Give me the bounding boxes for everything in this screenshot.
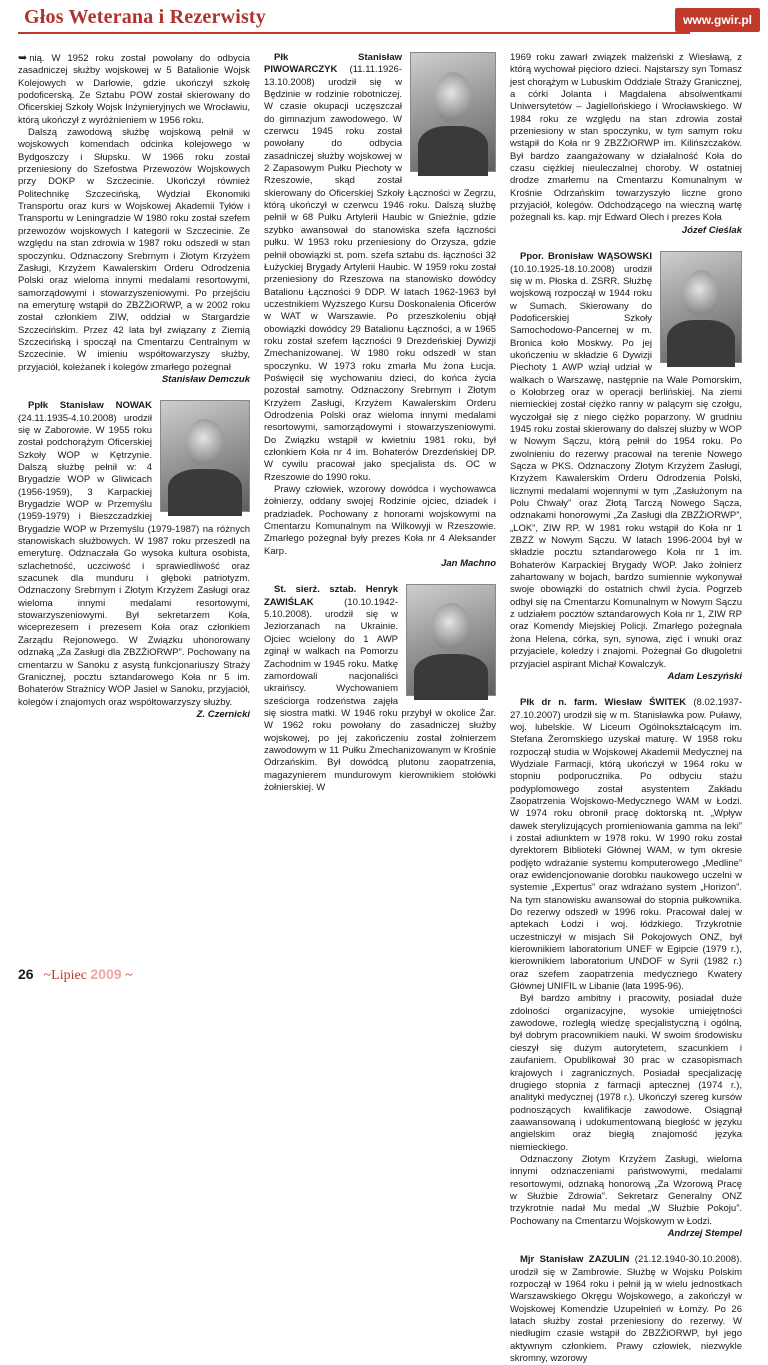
portrait-photo [406,584,496,696]
obituary-paragraph: Odznaczony Złotym Krzyżem Zasługi, wieloma innymi odznaczeniami państwowymi, medalami resortowymi, odznaką honorową „Za Wzorową Pracę w Służbie Zdrowia”. Sekretarz Generalny ONZ trzykrotnie nadał Mu medal „W Służbie Pokoju”. Pochowany na Cmentarzu Wojskowym w Łodzi. [510,1153,742,1227]
obituary-paragraph: 1969 roku zawarł związek małżeński z Wiesławą, z którą wychował pięcioro dzieci. Najstarszy syn Tomasz jest chorążym w Lubuskim Oddziale Straży Granicznej, a córki Jolanta i Magdalena absolwentkami Uniwersytetów – Jagiellońskiego i Wrocławskiego. W 1984 roku ze względu na stan zdrowia został przeniesiony w stan spoczynku, w tym samym roku wstąpił do Koła nr 9 ZBZŻiORWP im. Kilińszczaków. Był bardzo zaangażowany w działalność Koła do czasu ciężkiej nieuleczalnej choroby. W ostatniej drodze zmarłemu na Cmentarzu Komunalnym w Krośnie Odrzańskim towarzyszyło liczne grono przyjaciół, kolegów. Odchodzącego na wieczną wartę pożegnali ks. kap. mjr Edward Olech i prezes Koła [510,52,742,224]
deceased-name: Płk dr n. farm. Wiesław ŚWITEK [520,697,687,709]
obituary-paragraph: Prawy człowiek, wzorowy dowódca i wychowawca żołnierzy, oddany swojej Rodzinie ojciec, dziadek i pradziadek. Pochowany z honorami wojskowymi na Cmentarzu Komunalnym na Wilkowyji w Rzeszowie. Zmarłego pożegnał były prezes Koła nr 4 Aleksander Karp. [264,484,496,557]
signature: Andrzej Stempel [667,1227,742,1239]
website-badge[interactable]: www.gwir.pl [675,8,760,32]
column-3 [510,52,742,1365]
signature: Stanisław Demczuk [161,373,250,385]
page-number: 26 [18,966,34,982]
obituary-paragraph: Był bardzo ambitny i pracowity, posiadał duże zdolności organizacyjne, wysokie umiejętności zawodowe, rozległą wiedzę specjalistyczną i ogólną, był dobrym pracownikiem nauki. W swoim środowisku cieszył się dużym autorytetem, szacunkiem i zaufaniem. Opublikował 30 prac w czasopismach krajowych i zagranicznych. Posiadał specjalizację drugiego stopnia z farmacji aptecznej (1974 r.), analityki medycznej (1978 r.). Ukończył szereg kursów podnoszących kwalifikacje zawodowe. Osiągnął zaawansowaną i udokumentowaną biegłość w języku angielskim oraz biegłą znajomość języka niemieckiego. [510,993,742,1153]
portrait-photo [160,400,250,512]
obituary-paragraph: (8.02.1937-27.10.2007) urodził się w m. Stanisławka pow. Puławy, woj. lubelskie. W Liceum Ogólnokształcącym im. Stefana Żeromskiego uzyskał maturę. W 1958 roku rozpoczął studia w Wojskowej Akademii Medycznej na Wydziale Farmacji, którą ukończył w 1964 roku w stopniu podporucznika. Po odbyciu stażu podyplomowego został asystentem Zakładu Zaopatrzenia Wojskowo-Medycznego WAM w Łodzi. W 1974 roku obronił pracę doktorską nt. „Wpływ dawek sterylizujących promieniowania gamma na leki” i został adiunktem w 1978 roku. W 1990 roku został dyrektorem Biblioteki Głównej WAM, w tym okresie podjęto wdrażanie systemu komputerowego „Medline” oraz ewidencjonowanie dorobku naukowego uczelni w systemie „Expertus” oraz wdrażano system „Horizon”. Na tym stanowisku awansował do stopnia pułkownika. Do rezerwy odszedł w 1996 roku. Pracował dalej w aptekach Łodzi i woj. łódzkiego. Trzykrotnie uczestniczył w misjach Sił Pokojowych ONZ, był kierownikiem laboratorium UNEF w Egipcie (1979 r.), kierownikiem laboratorium UNDOF w Syrii (1982 r.) oraz szefem zaopatrzenia medycznego Kwatery Głównej UNIFIL w Libanie (lata 1995-96). [510,697,742,993]
obituary-paragraph: (10.10.1925-18.10.2008) urodził się w m. Płoska d. ZSRR. Służbę wojskową rozpoczął w 1944 roku w Sumach. Skierowany do Podoficerskiej Szkoły Samochodowo-Pancernej w m. Bronica koło Moskwy. Po jej ukończeniu w składzie 6 Dywizji Piechoty 1 AWP wziął udział w walkach o Warszawę, następnie na Wale Pomorskim, o Kołobrzeg oraz w operacji berlińskiej. Na ziemi niemieckiej został ciężko ranny w palącym się czołgu, wyczołgał się z niego ciężko poparzony. W grudniu 1945 roku został skierowany do dalszej służby w WOP w Nowym Sączu, którą pełnił do 1954 roku. Po zwolnieniu do rezerwy pracował na terenie Nowego Sącza w PKS. Odznaczony Złotym Krzyżem Zasługi, Krzyżem Kawalerskim Orderu Odrodzenia Polski, licznymi medalami wojennymi w tym „Zasłużonym na Polu Chwały” oraz Złotą Tarczą Nowego Sącza, odznakami honorowymi „Za Zasługi dla ZBZŻiORWP”, „LOK”, ZIW RP. W 1981 roku wstąpił do Koła nr 1 ZBZŻ w Nowym Sączu. W latach 1996-2004 był w składzie pocztu sztandarowego Koła nr 1 im. Bohaterów Karpackiej Brygady WOP. Jako żołnierz zahartowany w bojach, bardzo sumiennie wykonywał swoje obowiązki do ostatnich chwil życia. Pogrzeb odbył się na Cmentarzu Komunalnym w Nowym Sączu z udziałem pocztów sztandarowych Koła nr 1, ZIW RP oraz Komendy Miejskiej Policji. Zmarłego pożegnała żona Helena, córka, syn, synowa, zięć i wnuki oraz przyjaciele, koledzy i znajomi. Pożegnał Go długoletni przyjaciel aspirant Michał Kowalczyk. [510,263,742,670]
portrait-photo [660,251,742,363]
obituary-paragraph: (24.11.1935-4.10.2008) urodził się w Zaborowie. W 1955 roku został podchorążym Oficerskiej Szkoły WOP w Kętrzynie. Dalszą służbę pełnił w: 4 Brygadzie WOP w Gliwicach (1956-1959), 3 Karpackiej Brygadzie WOP w Przemyślu (1959-1979) i Bieszczadzkiej Brygadzie WOP w Przemyślu (1979-1987) na różnych stanowiskach służbowych. W 1987 roku przeszedł na emeryturę. Odznaczała Go wysoka kultura osobista, szlachetność, uczciwość i sprawiedliwość oraz szacunek dla munduru i głęboki patriotyzm. Odznaczony Srebrnym i Złotym Krzyżem Zasługi oraz wieloma innymi medalami resortowymi, stowarzyszeniowymi. Był sekretarzem Koła, wiceprezesem i prezesem Koła oraz członkiem Zarządu Rejonowego. W Związku uhonorowany odznaką „Za Zasługi dla ZBZŻiORWP”. Pochowany na cmentarzu w Sanoku z asystą funkcjonariuszy Straży Granicznej, pocztu sztandarowego Koła nr 5 im. Bohaterów Strażnicy WOP Jasiel w Sanoku, przyjaciół, kolegów i znajomych oraz współtowarzyszy służby. [18,412,250,708]
issue-year: 2009 [90,966,122,982]
page-footer [18,966,133,984]
deceased-name: Mjr Stanisław ZAZULIN [520,1254,630,1266]
deceased-name: Ppłk Stanisław NOWAK [28,400,152,412]
signature: Adam Leszyński [667,670,742,682]
column-2 [264,52,496,956]
issue-month: ~Lipiec [43,968,91,983]
signature: Jan Machno [441,558,496,570]
obituary-paragraph: (21.12.1940-30.10.2008). urodził się w Zambrowie. Służbę w Wojsku Polskim rozpoczął w 1964 roku i pełnił ją w wielu jednostkach Warszawskiego Okręgu Wojskowego, a zakończył w Wojskowej Komendzie Uzupełnień w Łomży. Po 26 latach służby został przeniesiony do rezerwy. W niedługim czasie wstąpił do ZBZŻiORWP, był jego aktywnym członkiem. Prawy człowiek, niezwykle skromny, wzorowy [510,1254,742,1365]
magazine-title: Głos Weterana i Rezerwisty [24,6,266,28]
continuation-arrow-icon: ➥ [18,52,28,64]
column-1 [18,52,250,956]
portrait-photo [410,52,496,172]
header-rule [18,32,690,34]
obituary-paragraph: (11.11.1926-13.10.2008) urodził się w Będzinie w rodzinie robotniczej. W czasie okupacji uczęszczał do gimnazjum zawodowego. W czerwcu 1945 roku został powołany do odbycia zasadniczej służby wojskowej w 2 Zapasowym Pułku Piechoty w Rzeszowie, skąd został skierowany do Oficerskiej Szkoły Łączności w Zegrzu, którą ukończył w czerwcu 1946 roku. Dalszą służbę pełnił w 68 Pułku Artylerii Haubic w Gnieźnie, gdzie szybko awansował do stanowiska szefa łączności pułku. W 1953 roku przeniesiony do Orzysza, gdzie pełnił obowiązki st. pom. szefa sztabu ds. łączności 32 Łużyckiej Brygady Artylerii Haubic. W 1959 roku został przeniesiony do Rzeszowa na stanowisko dowódcy Batalionu Łączności 9 DDP. W latach 1962-1963 był uczestnikiem Wyższego Kursu Doskonalenia Oficerów w WAT w Warszawie. Po przeszkoleniu objął obowiązki dowódcy 29 Batalionu Łączności, a w 1965 roku został szefem łączności 9 Drezdeńskiej Dywizji Zmechanizowanej. W 1980 roku odszedł w stan spoczynku. W 1973 roku zmarła Mu żona Łucja. Poświęcił się wychowaniu dzieci, do końca życia pozostał samotny. Odznaczony Srebrnym i Złotym Krzyżem Zasługi, Krzyżem Kawalerskim Orderu Odrodzenia Polski oraz wieloma innymi medalami resortowymi, samorządowymi i stowarzyszeniowymi. Do Związku wstąpił w kwietniu 1981 roku, był członkiem Koła nr 4 im. Bohaterów Drezdeńskiej DP. W cywilu pracował jako specjalista ds. OC w Rzeszowie do 1990 roku. [264,64,496,483]
deceased-name: Ppor. Bronisław WĄSOWSKI [520,251,652,263]
deceased-name: St. sierż. sztab. Henryk ZAWIŚLAK [264,584,398,608]
obituary-continuation: ➥ nią. W 1952 roku został powołany do odbycia zasadniczej służby wojskowej w 5 Batalionie Wojsk Kolejowych w Darłowie, gdzie ukończył szkołę podoficerską. Ze Sztabu POW został skierowany do Oficerskiej Szkoły Wojsk Inżynieryjnych we Wrocławiu, którą ukończył z wyróżnieniem w 1956 roku. [18,52,250,126]
deceased-name: Płk Stanisław PIWOWARCZYK [264,52,402,76]
signature: Z. Czernicki [196,708,250,720]
obituary-paragraph: (10.10.1942-5.10.2008). urodził się w Jeziorzanach na Ukrainie. Ojciec wcielony do 1 AWP zginął w walkach na Pomorzu Zachodnim w 1945 roku. Matkę zamordowali nacjonaliści ukraińscy. Wychowaniem sześciorga rodzeństwa zajęła się siostra matki. W 1946 roku przybył w okolice Żar. W 1962 roku powołany do zasadniczej służby wojskowej, po jej zakończeniu został żołnierzem zawodowym w 11 Pułku Zmechanizowanym w Krośnie Odrzańskim. Był dowódcą plutonu zaopatrzenia, magazynierem mundurowym kierownikiem stołówki żołnierskiej. W [264,596,496,793]
issue-suffix: ~ [121,968,133,983]
page-header [0,0,768,38]
signature: Józef Cieślak [681,224,742,236]
obituary-paragraph: Dalszą zawodową służbę wojskową pełnił w wojskowych komendach odcinka kolejowego w Bydgoszczy i Słupsku. W 1966 roku został przeniesiony do Szefostwa Przewozów Wojskowych przy DOKP w Szczecinie. Ukończył również Politechnikę Szczecińską, Wydział Ekonomiki Transportu oraz kurs w Wojskowej Akademii Tyłów i Transportu w Leningradzie W 1980 roku został szefem przewozów wojskowych I kategorii w Szczecinie. Ze względu na stan zdrowia w 1987 roku odszedł w stan spoczynku. Odznaczony Srebrnym i Złotym Krzyżem Zasługi, Krzyżem Kawalerskim Orderu Odrodzenia Polski oraz wieloma innymi medalami resortowymi, samorządowymi i stowarzyszeniowymi. Po przejściu na emeryturę wstąpił do ZBZŻiORWP, a w 2002 roku został członkiem ZIW, oddział w Stargardzie Szczecińskim. Przez 42 lata był związany z Ziemią Szczecińską i spoczął na Cmentarzu Centralnym w Szczecinie. W imieniu współtowarzyszy służby, przyjaciół, koleżanek i kolegów zmarłego pożegnał [18,127,250,373]
